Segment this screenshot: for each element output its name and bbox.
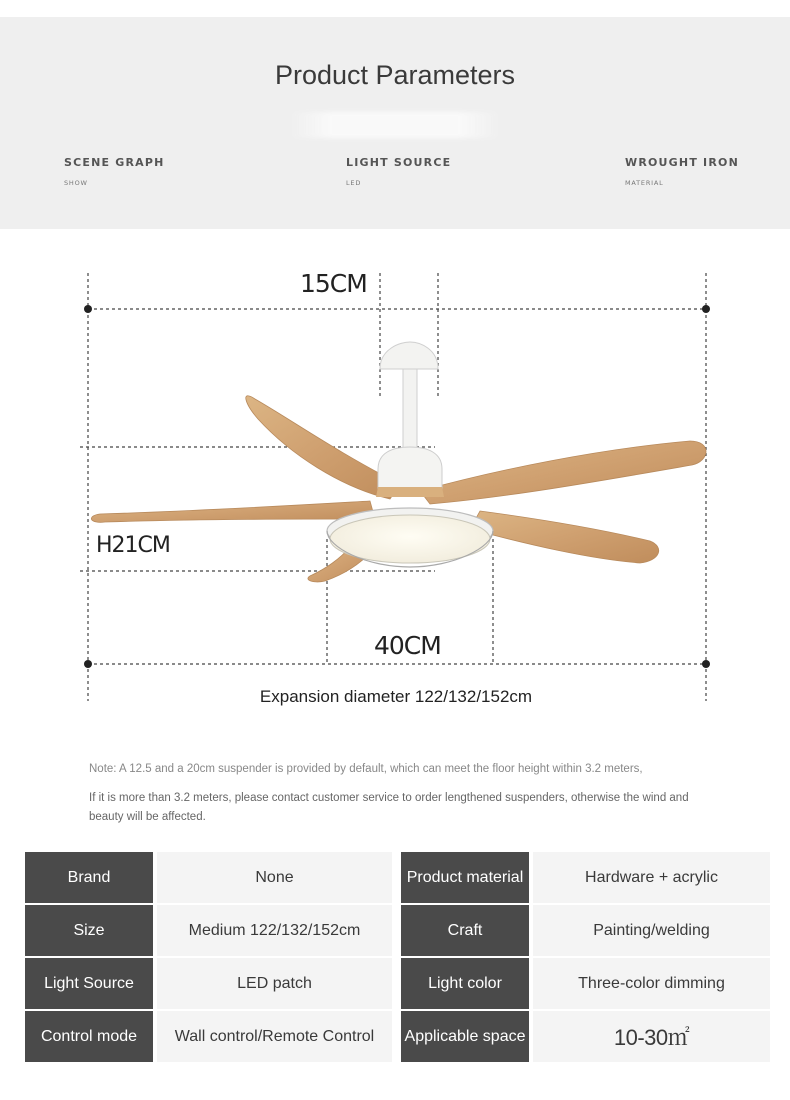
dimension-bottom-label: 40CM — [374, 631, 441, 660]
spec-value: LED patch — [157, 958, 392, 1009]
spec-value: Hardware + acrylic — [533, 852, 770, 903]
param-wrought-iron — [625, 156, 739, 187]
param-light-source — [346, 156, 451, 187]
motor-housing — [378, 447, 442, 491]
canopy — [380, 342, 438, 369]
param-subtitle: LED — [346, 179, 362, 187]
param-subtitle: SHOW — [64, 179, 88, 187]
expansion-diameter: Expansion diameter 122/132/152cm — [259, 687, 533, 706]
spec-table — [25, 852, 770, 1064]
page-title: Product Parameters — [274, 60, 516, 90]
table-row — [25, 1011, 770, 1064]
title-reflection — [290, 112, 500, 138]
note-line-1: Note: A 12.5 and a 20cm suspender is provided by default, which can meet the floor height within 3.2 meters, — [89, 763, 643, 775]
dimension-height-label: H21CM — [96, 533, 170, 558]
table-row — [25, 905, 770, 958]
note-line-2: If it is more than 3.2 meters, please contact customer service to order lengthened suspenders, otherwise the wind and beauty will be affected. — [89, 792, 689, 823]
spec-label: Size — [25, 905, 153, 956]
spec-label: Control mode — [25, 1011, 153, 1062]
param-title: SCENE GRAPH — [64, 156, 165, 169]
blade-hub — [376, 487, 444, 497]
spec-value: 10-30㎡ — [533, 1011, 770, 1062]
dimension-diagram — [0, 229, 790, 729]
spec-label: Light Source — [25, 958, 153, 1009]
spec-label: Light color — [401, 958, 529, 1009]
spec-label: Craft — [401, 905, 529, 956]
spec-value: Medium 122/132/152cm — [157, 905, 392, 956]
spec-value: Three-color dimming — [533, 958, 770, 1009]
spec-label: Brand — [25, 852, 153, 903]
spec-value: Painting/welding — [533, 905, 770, 956]
dimension-top-label: 15CM — [300, 269, 367, 298]
param-title: WROUGHT IRON — [625, 156, 739, 169]
spec-value: None — [157, 852, 392, 903]
param-subtitle: MATERIAL — [625, 179, 664, 187]
table-row — [25, 958, 770, 1011]
downrod — [403, 369, 417, 451]
param-title: LIGHT SOURCE — [346, 156, 452, 169]
spec-label: Applicable space — [401, 1011, 529, 1062]
spec-value: Wall control/Remote Control — [157, 1011, 392, 1062]
spec-label: Product material — [401, 852, 529, 903]
param-scene-graph — [64, 156, 165, 187]
table-row — [25, 852, 770, 905]
